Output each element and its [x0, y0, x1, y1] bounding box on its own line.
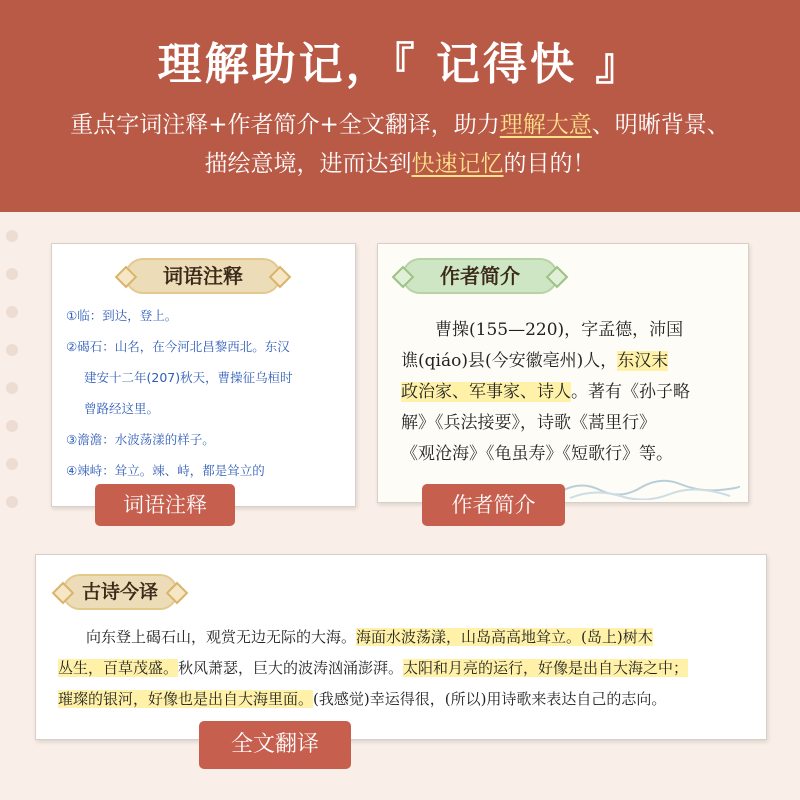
- subtitle-text: 、明晰背景、: [591, 112, 730, 138]
- page-title: 理解助记，『 记得快 』: [157, 39, 643, 90]
- translation-badge: [62, 574, 178, 610]
- author-label: 作者简介: [422, 484, 565, 526]
- subtitle-line-2: [0, 147, 800, 181]
- translation-line: [58, 653, 758, 684]
- author-text-span: 谯(qiáo)县(今安徽亳州)人，: [401, 351, 618, 371]
- subtitle-text: 的目的！: [503, 151, 596, 177]
- note-line: 曾路经这里。: [84, 401, 160, 416]
- hole-dot: [6, 306, 18, 318]
- author-highlight: 东汉末: [617, 351, 669, 371]
- subtitle-highlight: 快速记忆: [411, 151, 504, 177]
- author-line: 解》《兵法接要》，诗歌《蒿里行》: [401, 413, 656, 433]
- author-highlight: 政治家、军事家、诗人: [401, 382, 571, 402]
- note-line: ①临：到达，登上。: [66, 308, 178, 323]
- author-text: [401, 315, 731, 470]
- subtitle-highlight: 理解大意: [499, 112, 592, 138]
- wave-decoration-icon: [560, 470, 740, 500]
- translation-span: 秋风萧瑟，巨大的波涛汹涌澎湃。: [178, 659, 404, 677]
- notes-label: 词语注释: [95, 484, 235, 526]
- hole-dot: [6, 268, 18, 280]
- note-line: 建安十二年(207)秋天，曹操征乌桓时: [84, 370, 293, 385]
- notebook-holes: [6, 230, 20, 560]
- translation-line: [58, 622, 758, 653]
- translation-badge-label: 古诗今译: [81, 581, 158, 603]
- note-line: ③澹澹：水波荡漾的样子。: [66, 432, 215, 447]
- subtitle-text: 描绘意境，进而达到: [204, 151, 412, 177]
- author-line: 《观沧海》《龟虽寿》《短歌行》等。: [401, 444, 673, 464]
- hole-dot: [6, 420, 18, 432]
- author-line: 曹操(155—220)，字孟德，沛国: [435, 320, 684, 340]
- author-text-span: 。著有《孙子略: [571, 382, 690, 402]
- hole-dot: [6, 230, 18, 242]
- author-line: [401, 377, 731, 408]
- translation-line: [58, 684, 758, 715]
- subtitle-line-1: [0, 108, 800, 142]
- notes-list: [66, 300, 346, 486]
- translation-highlight: 丛生，百草茂盛。: [58, 659, 179, 677]
- author-badge: [402, 258, 558, 294]
- translation-label: 全文翻译: [199, 721, 351, 769]
- hole-dot: [6, 458, 18, 470]
- translation-text: [58, 622, 758, 715]
- subtitle-text: 重点字词注释+作者简介+全文翻译，助力: [70, 112, 500, 138]
- header-banner: [0, 0, 800, 212]
- author-line: [401, 346, 731, 377]
- translation-highlight: 璀璨的银河，好像也是出自大海里面。: [58, 690, 314, 708]
- hole-dot: [6, 382, 18, 394]
- note-line: ④竦峙：耸立。竦、峙，都是耸立的: [66, 463, 265, 478]
- hole-dot: [6, 496, 18, 508]
- hole-dot: [6, 344, 18, 356]
- translation-span: (我感觉)幸运得很，(所以)用诗歌来表达自己的志向。: [313, 690, 667, 708]
- author-badge-label: 作者简介: [440, 264, 520, 288]
- translation-highlight: 太阳和月亮的运行，好像是出自大海之中；: [403, 659, 689, 677]
- translation-span: 向东登上碣石山，观赏无边无际的大海。: [86, 628, 357, 646]
- notes-badge: [125, 258, 281, 294]
- note-line: ②碣石：山名，在今河北昌黎西北。东汉: [66, 339, 290, 354]
- translation-highlight: 海面水波荡漾，山岛高高地耸立。(岛上)树木: [356, 628, 653, 646]
- notes-badge-label: 词语注释: [163, 264, 243, 288]
